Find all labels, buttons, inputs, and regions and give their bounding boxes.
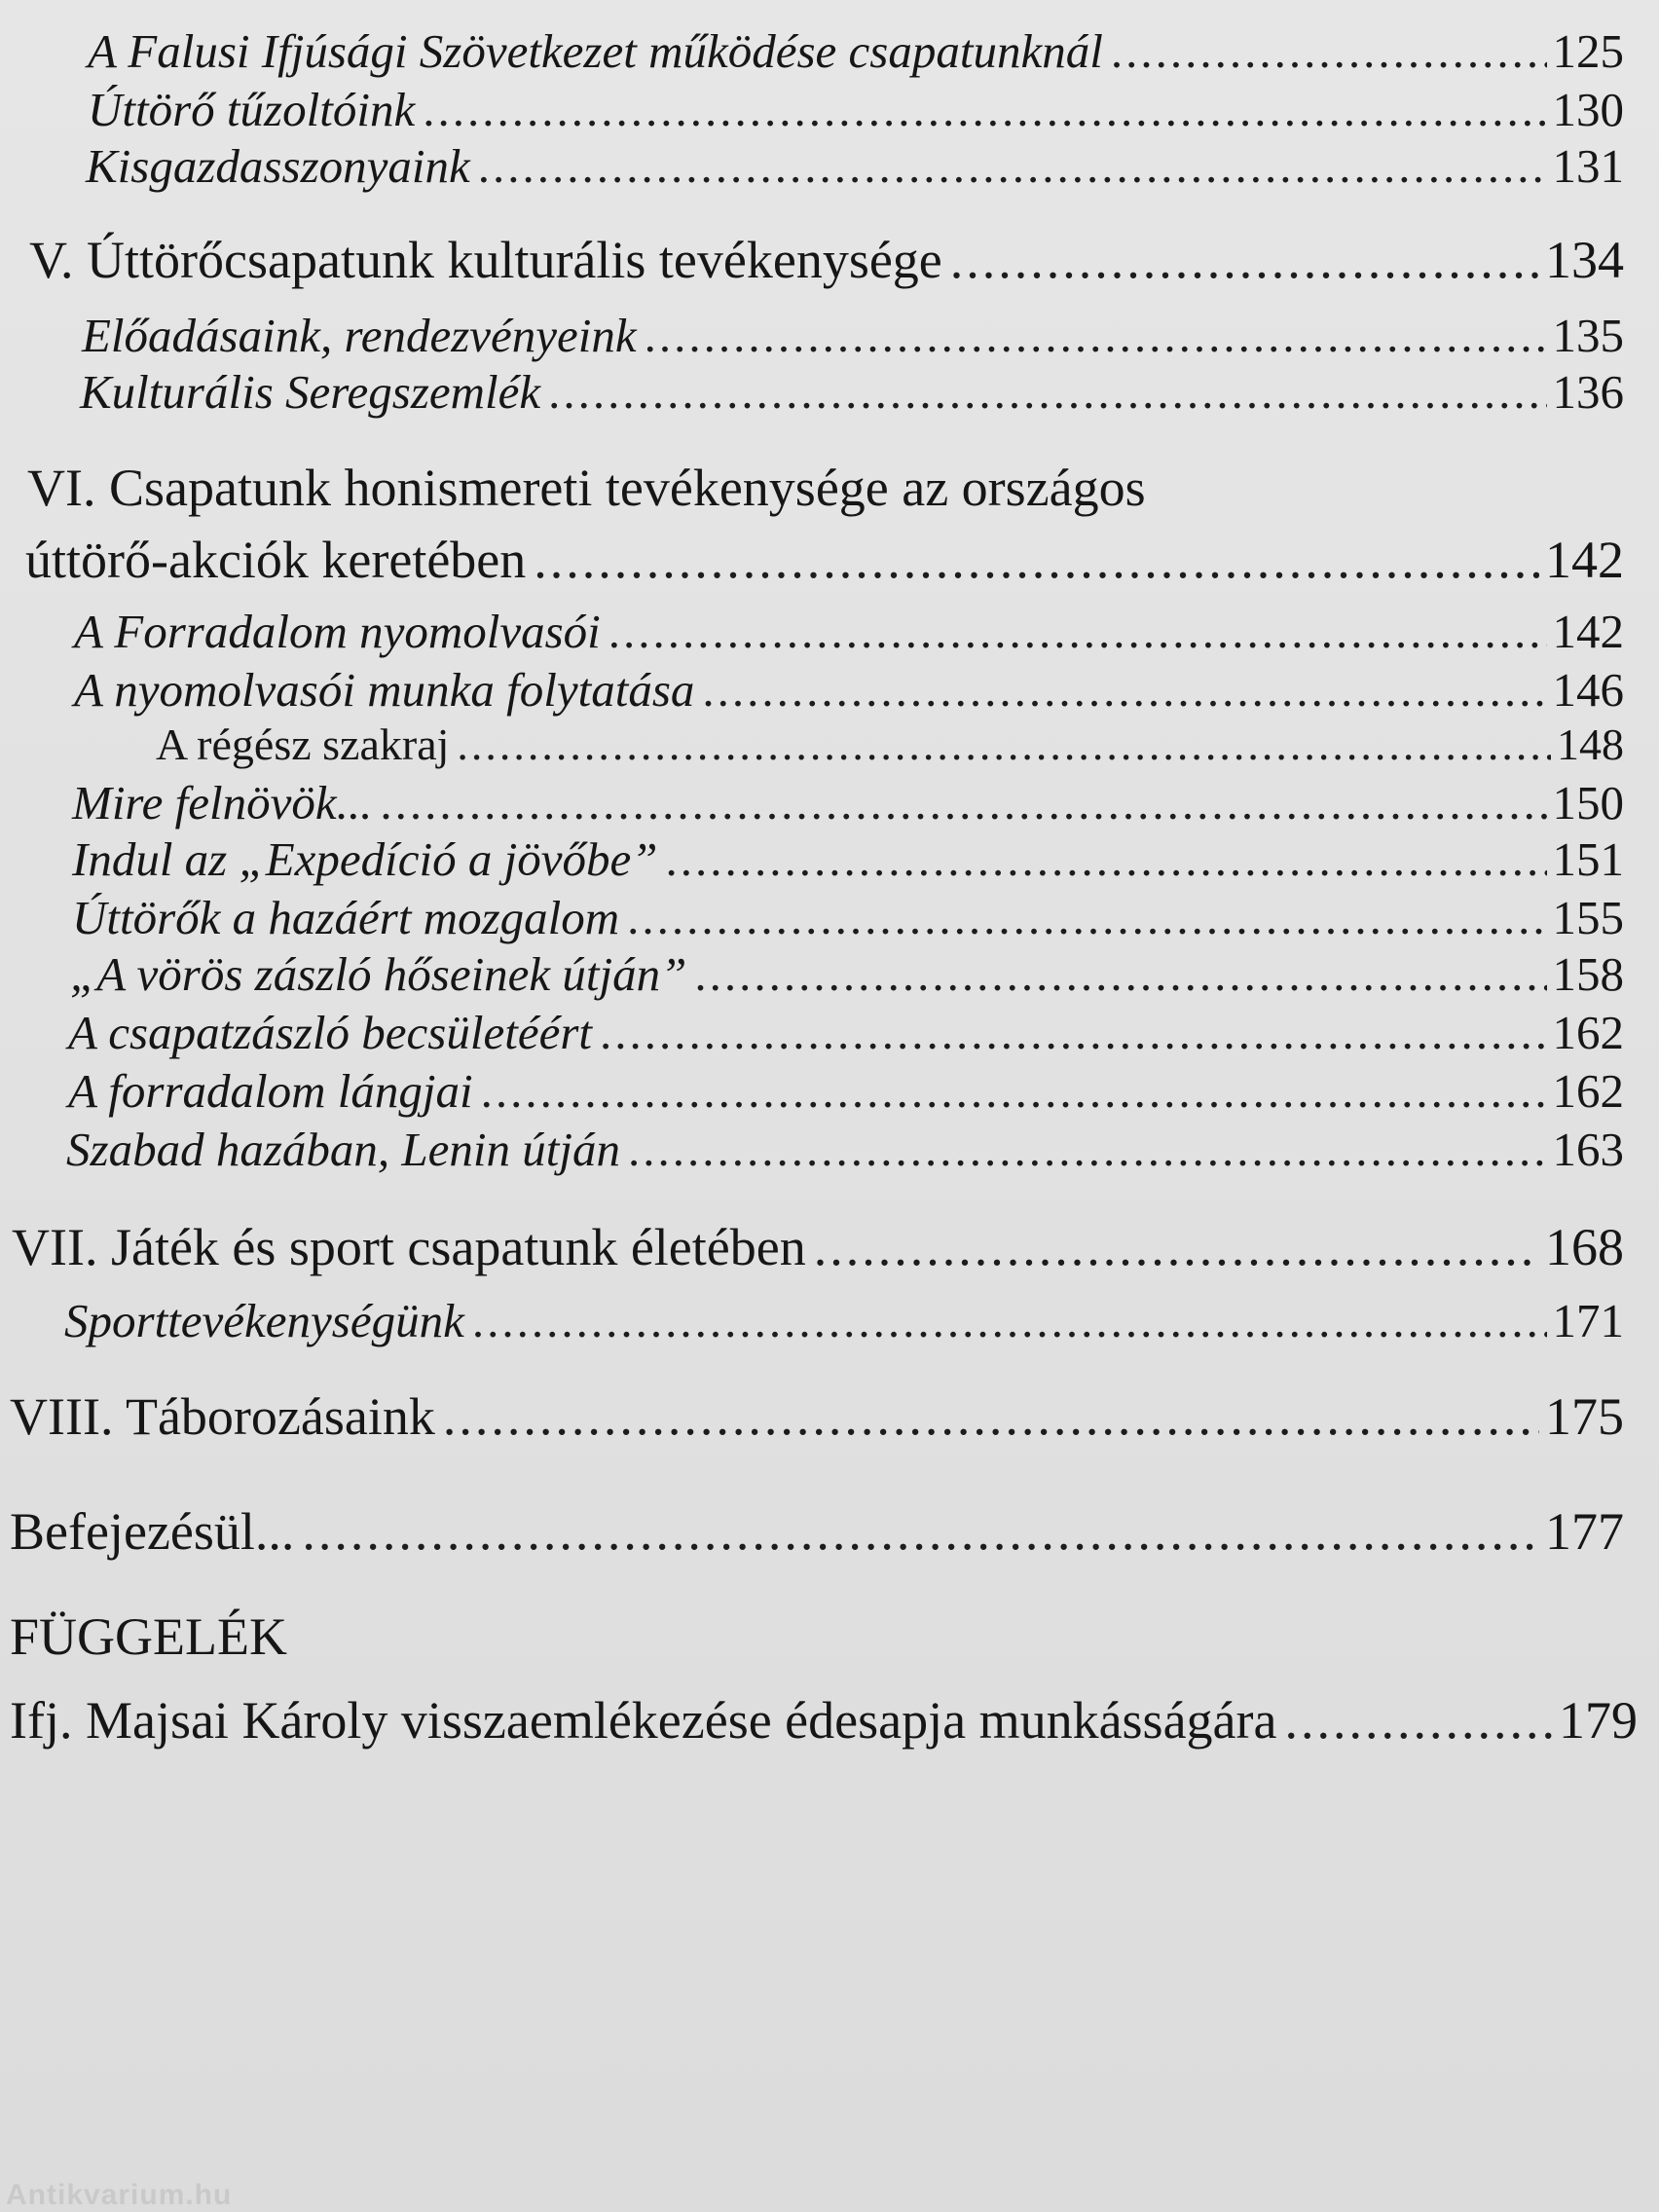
toc-entry [68, 1064, 1624, 1118]
toc-entry [74, 663, 1624, 717]
toc-entry-title: A nyomolvasói munka folytatása [74, 663, 695, 717]
toc-entry-title: A régész szakraj [156, 719, 450, 769]
dot-leader [627, 894, 1546, 941]
toc-chapter [12, 1218, 1624, 1276]
toc-page-number: 125 [1552, 24, 1624, 78]
toc-page-number: 158 [1552, 947, 1624, 1001]
toc-chapter [10, 1691, 1638, 1750]
dot-leader [457, 722, 1551, 767]
toc-chapter-title: V. Úttörőcsapatunk kulturális tevékenysége [29, 231, 942, 289]
dot-leader [548, 368, 1546, 416]
toc-entry-title: Úttörő tűzoltóink [88, 83, 416, 136]
toc-entry [72, 832, 1624, 886]
toc-page-number: 130 [1552, 83, 1624, 136]
dot-leader [478, 142, 1547, 190]
toc-entry [80, 365, 1624, 419]
toc-page-number: 155 [1552, 891, 1624, 944]
toc-page-number: 136 [1552, 365, 1624, 419]
toc-page-number: 131 [1552, 139, 1624, 193]
toc-page-number: 148 [1557, 719, 1624, 769]
toc-entry [70, 947, 1624, 1001]
toc-entry [88, 83, 1624, 136]
toc-entry-title: Úttörők a hazáért mozgalom [72, 891, 620, 944]
dot-leader [600, 1009, 1546, 1056]
toc-subentry [156, 719, 1624, 769]
toc-page-number: 135 [1552, 309, 1624, 362]
toc-page-number: 146 [1552, 663, 1624, 717]
toc-chapter-title-line1: VI. Csapatunk honismereti tevékenysége az országos [27, 459, 1146, 517]
dot-leader [1111, 27, 1547, 75]
dot-leader [443, 1390, 1539, 1443]
dot-leader [380, 779, 1546, 827]
toc-entry [88, 24, 1624, 78]
toc-chapter-title: VII. Játék és sport csapatunk életében [12, 1218, 806, 1276]
toc-entry-title: Szabad hazában, Lenin útján [66, 1123, 620, 1176]
toc-entry-title: Kulturális Seregszemlék [80, 365, 541, 419]
dot-leader [608, 608, 1547, 655]
toc-chapter [25, 531, 1624, 589]
toc-entry-title: Mire felnövök... [72, 776, 373, 830]
dot-leader [645, 312, 1547, 359]
toc-page-number: 142 [1552, 605, 1624, 658]
toc-entry-title: A csapatzászló becsületéért [68, 1006, 593, 1059]
dot-leader [534, 534, 1539, 586]
watermark-text: Antikvarium.hu [6, 2179, 233, 2211]
toc-entry-title: „A vörös zászló hőseinek útján” [70, 947, 687, 1001]
toc-page-number: 171 [1552, 1294, 1624, 1347]
toc-entry [72, 776, 1624, 830]
dot-leader [814, 1221, 1539, 1273]
toc-entry [86, 139, 1624, 193]
toc-page-number: 134 [1545, 231, 1624, 289]
toc-entry-title: Sporttevékenységünk [64, 1294, 464, 1347]
dot-leader [423, 86, 1546, 133]
toc-chapter-title: Befejezésül... [10, 1502, 295, 1561]
toc-page-number: 175 [1545, 1387, 1624, 1446]
toc-page-number: 177 [1545, 1502, 1624, 1561]
toc-entry [68, 1006, 1624, 1059]
dot-leader [628, 1125, 1547, 1173]
dot-leader [481, 1067, 1547, 1115]
toc-chapter [10, 1387, 1624, 1446]
toc-entry [64, 1294, 1624, 1347]
toc-entry [72, 891, 1624, 944]
toc-entry-title: Kisgazdasszonyaink [86, 139, 470, 193]
dot-leader [694, 950, 1546, 998]
toc-page-number: 162 [1552, 1006, 1624, 1059]
dot-leader [1284, 1694, 1553, 1747]
toc-page-number: 150 [1552, 776, 1624, 830]
toc-page-number: 179 [1559, 1691, 1638, 1750]
toc-entry-title: A Falusi Ifjúsági Szövetkezet működése csapatunknál [88, 24, 1103, 78]
toc-chapter [29, 231, 1624, 289]
toc-entry-title: Indul az „Expedíció a jövőbe” [72, 832, 658, 886]
dot-leader [666, 835, 1547, 883]
toc-chapter-title: úttörő-akciók keretében [25, 531, 527, 589]
toc-page-number: 142 [1545, 531, 1624, 589]
dot-leader [950, 234, 1539, 286]
toc-chapter-title: Ifj. Majsai Károly visszaemlékezése édesapja munkásságára [10, 1691, 1277, 1750]
dot-leader [702, 666, 1546, 714]
toc-entry [66, 1123, 1624, 1176]
toc-entry-title: A Forradalom nyomolvasói [74, 605, 601, 658]
toc-chapter-title: VIII. Táborozásaink [10, 1387, 435, 1446]
toc-entry [74, 605, 1624, 658]
toc-entry-title: A forradalom lángjai [68, 1064, 473, 1118]
toc-page-number: 168 [1545, 1218, 1624, 1276]
toc-entry [82, 309, 1624, 362]
dot-leader [472, 1297, 1547, 1345]
toc-chapter [10, 1502, 1624, 1561]
toc-page-number: 163 [1552, 1123, 1624, 1176]
toc-page-number: 151 [1552, 832, 1624, 886]
appendix-heading: FÜGGELÉK [10, 1607, 287, 1666]
dot-leader [302, 1505, 1539, 1558]
toc-page-number: 162 [1552, 1064, 1624, 1118]
toc-entry-title: Előadásaink, rendezvényeink [82, 309, 637, 362]
